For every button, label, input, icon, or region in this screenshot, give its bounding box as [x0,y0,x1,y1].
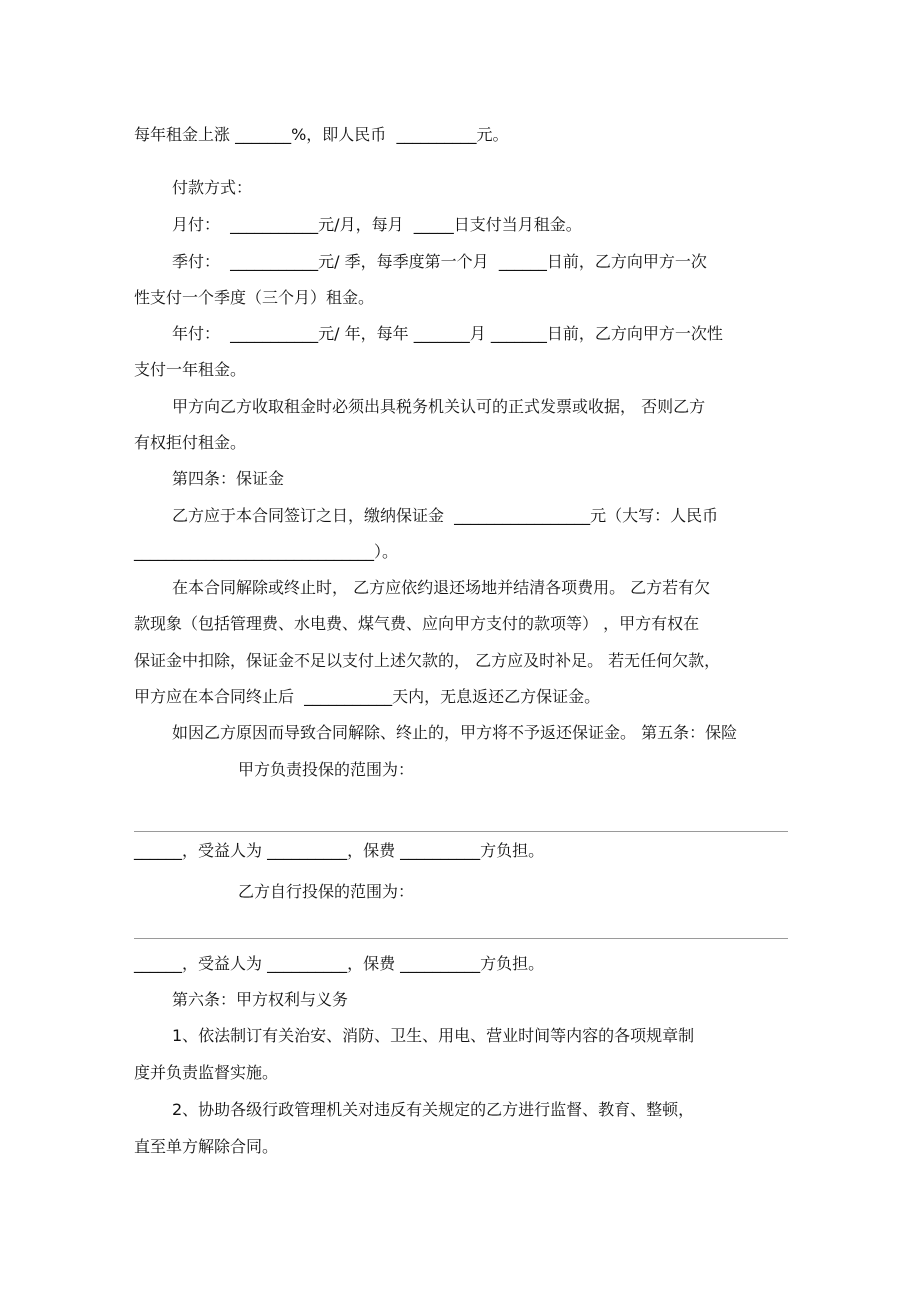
text-line: ______________________________）。 [134,542,399,561]
text-line: 款现象（包括管理费、水电费、煤气费、应向甲方支付的款项等） ，甲方有权在 [134,614,700,633]
text-line: 1、依法制订有关治安、消防、卫生、用电、营业时间等内容的各项规章制 [172,1026,695,1045]
text-line: 付款方式： [172,178,253,197]
text-line: 甲方向乙方收取租金时必须出具税务机关认可的正式发票或收据， 否则乙方 [172,397,706,416]
blank-fill-rule [134,831,788,832]
text-line: 月付： ___________元/月，每月 _____日支付当月租金。 [172,215,582,234]
text-line: 支付一年租金。 [134,360,247,379]
text-line: 甲方负责投保的范围为： [238,760,415,779]
text-line: 直至单方解除合同。 [134,1137,279,1156]
text-line: 如因乙方原因而导致合同解除、终止的，甲方将不予返还保证金。 第五条：保险 [172,723,738,742]
text-line: ______，受益人为 __________，保费 __________方负担。 [134,954,545,973]
section-heading: 第四条：保证金 [172,469,285,488]
text-line: 保证金中扣除，保证金不足以支付上述欠款的， 乙方应及时补足。 若无任何欠款， [134,651,721,670]
text-line: 在本合同解除或终止时， 乙方应依约退还场地并结清各项费用。 乙方若有欠 [172,578,711,597]
section-heading: 第六条：甲方权利与义务 [172,990,349,1009]
text-line: 有权拒付租金。 [134,433,247,452]
text-line: 甲方应在本合同终止后 ___________天内，无息返还乙方保证金。 [134,687,601,706]
text-line: 每年租金上涨 _______%，即人民币 __________元。 [134,125,509,144]
text-line: 乙方应于本合同签订之日，缴纳保证金 _________________元（大写：人民币 [172,506,719,525]
text-line: 性支付一个季度（三个月）租金。 [134,288,375,307]
text-line: 年付： ___________元/ 年，每年 _______月 _______日前，乙方向甲方一次性 [172,324,723,343]
text-line: 2、协助各级行政管理机关对违反有关规定的乙方进行监督、教育、整顿， [172,1100,695,1119]
blank-fill-rule [134,938,788,939]
text-line: 度并负责监督实施。 [134,1063,279,1082]
text-line: 季付： ___________元/ 季，每季度第一个月 ______日前，乙方向甲方一次 [172,252,707,271]
text-line: 乙方自行投保的范围为： [238,882,415,901]
text-line: ______，受益人为 __________，保费 __________方负担。 [134,841,545,860]
